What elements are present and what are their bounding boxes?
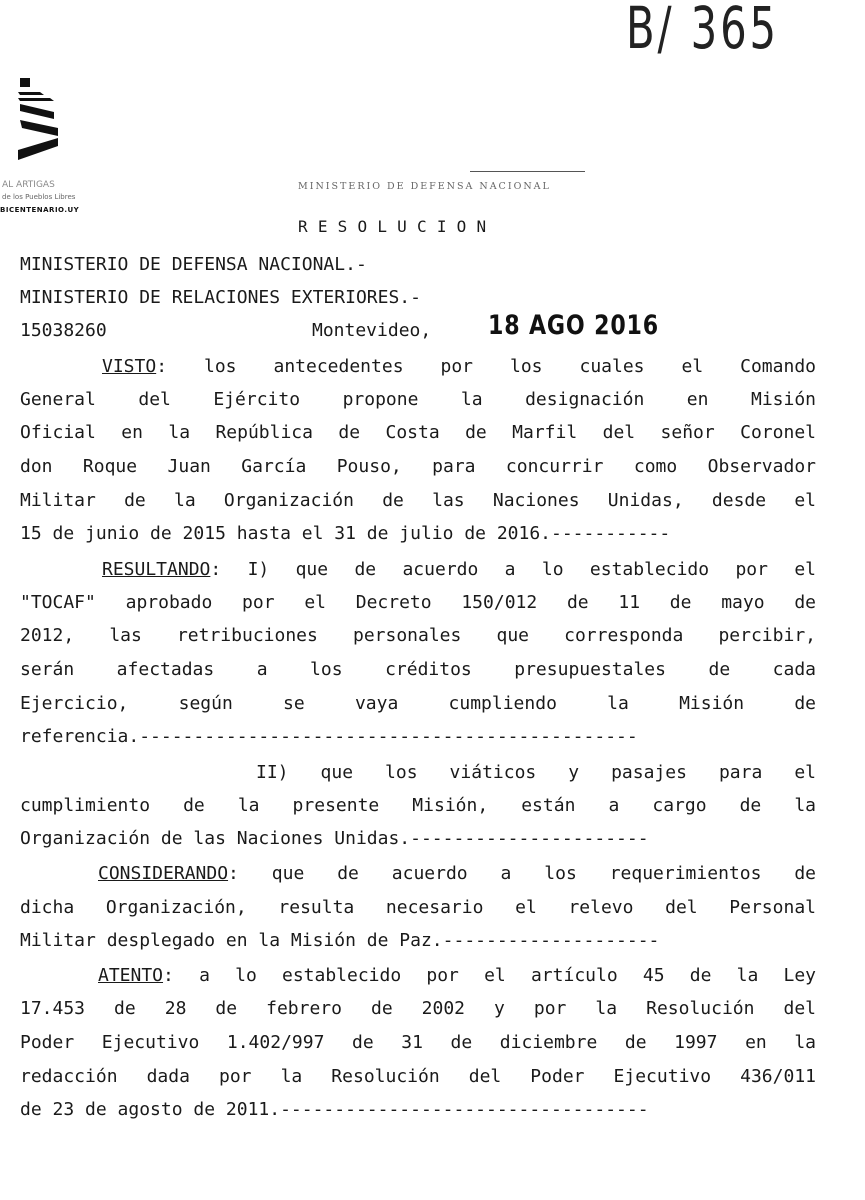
considerando-line-1 [98,863,816,885]
bicentenario-logo [14,78,66,170]
ministry-line-2: MINISTERIO DE RELACIONES EXTERIORES.- [20,287,421,308]
resultando-ii-line-1: II) que los viáticos y pasajes para el [256,762,816,783]
place: Montevideo, [312,320,432,341]
resultando-text-1: : I) que de acuerdo a lo establecido por el [210,559,816,580]
atento-line-3: Poder Ejecutivo 1.402/997 de 31 de diciembre de 1997 en la [20,1032,816,1053]
atento-heading: ATENTO [98,965,164,986]
visto-text-1: : los antecedentes por los cuales el Comando [156,356,816,377]
resultando-line-1 [102,559,816,581]
visto-line-5: Militar de la Organización de las Naciones Unidas, desde el [20,490,816,511]
resultando-line-2: "TOCAF" aprobado por el Decreto 150/012 de 11 de mayo de [20,592,816,613]
date-stamp: 18 AGO 2016 [488,310,659,341]
resultando-line-3: 2012, las retribuciones personales que corresponda percibir, [20,625,816,646]
resultando-line-5: Ejercicio, según se vaya cumpliendo la Misión de [20,693,816,714]
resultando-ii-line-3: Organización de las Naciones Unidas.---------------------- [20,828,649,849]
seal-line-3: BICENTENARIO.UY [0,206,80,214]
ministry-line-1: MINISTERIO DE DEFENSA NACIONAL.- [20,254,367,275]
visto-line-6: 15 de junio de 2015 hasta el 31 de julio de 2016.----------- [20,523,671,544]
resultando-line-4: serán afectadas a los créditos presupuestales de cada [20,659,816,680]
seal-line-2: de los Pueblos Libres [2,193,76,201]
visto-line-1 [102,356,816,378]
resultando-ii-line-2: cumplimiento de la presente Misión, están a cargo de la [20,795,816,816]
considerando-line-3: Militar desplegado en la Misión de Paz.-------------------- [20,930,660,951]
document-title: RESOLUCION [298,217,497,236]
file-number: 15038260 [20,320,107,341]
visto-line-4: don Roque Juan García Pouso, para concurrir como Observador [20,456,816,477]
considerando-heading: CONSIDERANDO [98,863,229,884]
logo-mark-icon [14,78,66,170]
considerando-text-1: : que de acuerdo a los requerimientos de [228,863,816,884]
visto-heading: VISTO [102,356,157,377]
considerando-line-2: dicha Organización, resulta necesario el relevo del Personal [20,897,816,918]
atento-line-1 [98,965,816,987]
stamp-number: B/ 365 [626,0,779,62]
letterhead-rule [470,171,585,172]
resultando-heading: RESULTANDO [102,559,211,580]
resultando-line-6: referencia.---------------------------------------------- [20,726,638,747]
atento-line-5: de 23 de agosto de 2011.---------------------------------- [20,1099,649,1120]
atento-line-4: redacción dada por la Resolución del Poder Ejecutivo 436/011 [20,1066,816,1087]
visto-line-2: General del Ejército propone la designación en Misión [20,389,816,410]
letterhead: MINISTERIO DE DEFENSA NACIONAL [298,181,551,192]
seal-line-1: AL ARTIGAS [2,180,55,190]
visto-line-3: Oficial en la República de Costa de Marfil del señor Coronel [20,422,816,443]
atento-text-1: : a lo establecido por el artículo 45 de la Ley [163,965,816,986]
atento-line-2: 17.453 de 28 de febrero de 2002 y por la Resolución del [20,998,816,1019]
